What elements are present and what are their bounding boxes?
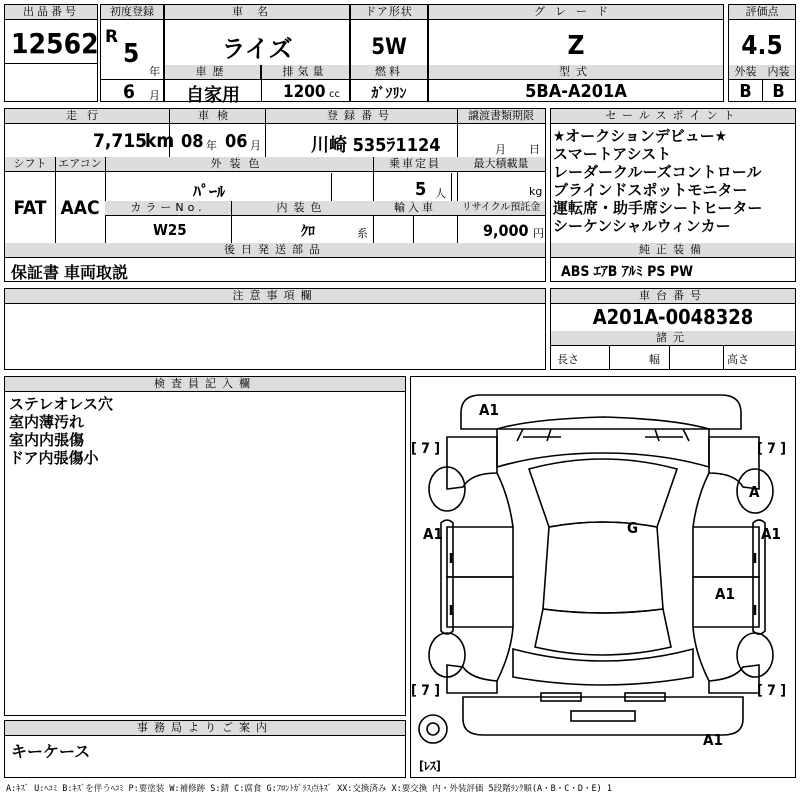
right-rear-fender — [709, 665, 759, 693]
score: 4.5 — [741, 31, 783, 61]
car-name-label: 車名 — [165, 5, 349, 20]
sales-points-box — [550, 108, 796, 282]
model-label: 型式 — [429, 65, 723, 80]
mark-bl-tire: [ 7 ] — [411, 683, 441, 699]
chassis-label: 車台番号 — [551, 289, 795, 304]
int-color-label: 内装色 — [231, 201, 373, 216]
width-label: 幅 — [649, 353, 660, 366]
ext-color: ﾊﾟｰﾙ — [193, 182, 226, 201]
mark-spare: [ﾚｽ] — [419, 759, 441, 773]
sales-point: ブラインドスポットモニター — [553, 181, 748, 199]
height-label: 高さ — [727, 353, 749, 366]
inspector-box — [4, 376, 406, 716]
sales-point: シーケンシャルウィンカー — [553, 217, 731, 235]
rear-right-tire — [737, 633, 773, 677]
office-note: キーケース — [11, 742, 91, 761]
spare-tire — [419, 715, 447, 743]
windshield — [529, 459, 677, 527]
inspector-label: 検査員記入欄 — [5, 377, 405, 392]
fuel: ｶﾞｿﾘﾝ — [371, 86, 407, 102]
color-no-label: カラーNo. — [105, 201, 231, 216]
car-name: ライズ — [221, 35, 293, 63]
grade-box — [428, 4, 724, 102]
later-parts-label: 後日発送部品 — [5, 243, 545, 258]
displacement-unit: cc — [329, 89, 340, 100]
mileage: 7,715 — [93, 130, 148, 152]
score-label: 評価点 — [729, 5, 795, 20]
rear-window — [535, 609, 671, 655]
interior-label: 内装 — [762, 65, 795, 80]
doors: 5W — [371, 35, 407, 60]
recycle: 9,000 — [483, 221, 529, 240]
fuel-label: 燃料 — [351, 65, 427, 80]
capacity-unit: 人 — [435, 187, 446, 200]
sales-point: レーダークルーズコントロール — [553, 163, 762, 181]
sales-points-label: セールスポイント — [551, 109, 795, 124]
mileage-unit: km — [145, 130, 175, 152]
mark-rear-bumper: A1 — [703, 731, 723, 749]
int-color: ｸﾛ — [301, 224, 315, 240]
int-color-unit: 系 — [357, 227, 368, 240]
mark-right-door: A1 — [715, 585, 735, 603]
capacity: 5 — [415, 179, 427, 200]
exterior: B — [739, 81, 752, 102]
capacity-label: 乗車定員 — [373, 157, 457, 172]
displacement-label: 排気量 — [261, 65, 349, 80]
left-front-door — [447, 527, 513, 577]
car-name-box — [164, 4, 350, 106]
equipment: ABS ｴｱB ｱﾙﾐ PS PW — [561, 264, 693, 280]
right-front-fender — [709, 437, 759, 489]
mark-tr-tire: [ 7 ] — [757, 441, 787, 457]
rear-bumper-outline — [463, 697, 743, 735]
month-unit: 月 — [149, 89, 160, 102]
transfer-label: 譲渡書類期限 — [457, 109, 545, 124]
mark-glass: G — [627, 519, 639, 537]
car-diagram — [411, 377, 795, 777]
load-label: 最大積載量 — [457, 157, 545, 172]
score-box — [728, 4, 796, 102]
mark-left-side: A1 — [423, 525, 443, 543]
transfer-month-unit: 月 — [495, 143, 506, 156]
mark-right-wheel: A — [749, 483, 760, 501]
inspection-label: 車検 — [169, 109, 265, 124]
recycle-unit: 円 — [533, 227, 544, 240]
car-diagram-box — [410, 376, 796, 778]
sales-point: 運転席・助手席シートヒーター — [553, 199, 763, 217]
reg-year: 5 — [123, 39, 140, 69]
first-reg-box — [100, 4, 164, 102]
lot-box — [4, 4, 98, 102]
license-plate — [571, 711, 635, 721]
inspection-month: 06 — [225, 131, 248, 152]
inspector-note: ドア内張傷小 — [9, 449, 99, 467]
displacement: 1200 — [283, 82, 326, 102]
load-unit: kg — [529, 185, 543, 198]
mark-tl-tire: [ 7 ] — [411, 441, 441, 457]
shift: FAT — [13, 197, 47, 219]
plate-label: 登録番号 — [265, 109, 457, 124]
front-bumper-outline — [461, 395, 741, 429]
lot-no: 12562 — [11, 27, 99, 60]
inspector-note: 室内薄汚れ — [9, 413, 85, 431]
office-label: 事務局よりご案内 — [5, 721, 405, 736]
lot-no-label: 出品番号 — [5, 5, 97, 20]
right-front-door — [693, 527, 759, 577]
left-front-fender — [447, 437, 497, 489]
later-parts: 保証書 車両取説 — [11, 263, 129, 282]
ext-color-label: 外装色 — [105, 157, 373, 172]
grade-label: グレード — [429, 5, 723, 20]
inspection-month-unit: 月 — [250, 139, 261, 152]
office-box — [4, 720, 406, 778]
sales-point: ★オークションデビュー★ — [553, 127, 727, 145]
sales-point: スマートアシスト — [553, 145, 672, 163]
inspection-year: 08 — [181, 131, 204, 152]
length-label: 長さ — [557, 353, 579, 366]
inspection-year-unit: 年 — [206, 139, 217, 152]
import-label: 輸入車 — [373, 201, 457, 216]
caution-label: 注意事項欄 — [5, 289, 545, 304]
mark-br-tire: [ 7 ] — [757, 683, 787, 699]
shift-label: シフト — [5, 157, 55, 172]
model: 5BA-A201A — [525, 81, 627, 102]
inspector-note: 室内内張傷 — [9, 431, 85, 449]
sales-points-list — [553, 127, 762, 235]
year-unit: 年 — [149, 65, 160, 78]
equipment-label: 純正装備 — [551, 243, 795, 258]
history: 自家用 — [186, 85, 240, 106]
inspector-note: ステレオレス穴 — [9, 395, 113, 413]
interior: B — [772, 81, 785, 102]
doors-box — [350, 4, 428, 102]
left-rear-door — [447, 577, 513, 627]
caution-box — [4, 288, 546, 370]
mark-front-bumper: A1 — [479, 401, 499, 419]
spec-label: 諸元 — [551, 331, 795, 346]
reg-month: 6 — [123, 81, 135, 103]
mark-right-side: A1 — [761, 525, 781, 543]
ac-label: エアコン — [55, 157, 105, 172]
ac: AAC — [60, 197, 100, 219]
chassis: A201A-0048328 — [592, 305, 754, 329]
era: R — [105, 27, 119, 47]
first-reg-label: 初度登録 — [101, 5, 163, 20]
chassis-box — [550, 288, 796, 370]
mileage-label: 走行 — [5, 109, 169, 124]
transfer-day-unit: 日 — [529, 143, 540, 156]
exterior-label: 外装 — [729, 65, 762, 80]
legend: A:ｷｽﾞ U:ﾍｺﾐ B:ｷｽﾞを伴うﾍｺﾐ P:要塗装 W:補修跡 S:錆 C:腐食 G:ﾌﾛﾝﾄｶﾞﾗｽ点ｷｽﾞ XX:交換済み X:要交換 内・外装評価 5段階ﾗﾝｸ順(A・B・C・D・E) 1 — [6, 784, 612, 794]
left-rear-fender — [447, 665, 497, 693]
inspector-notes — [9, 395, 113, 467]
doors-label: ドア形状 — [351, 5, 427, 20]
history-label: 車歴 — [165, 65, 261, 80]
roof — [543, 522, 663, 613]
plate: 川崎 535ﾗ1124 — [311, 135, 441, 156]
color-no: W25 — [153, 221, 187, 239]
grade: Z — [567, 31, 585, 61]
recycle-label: リサイクル預託金 — [457, 201, 545, 216]
details-box — [4, 108, 546, 282]
